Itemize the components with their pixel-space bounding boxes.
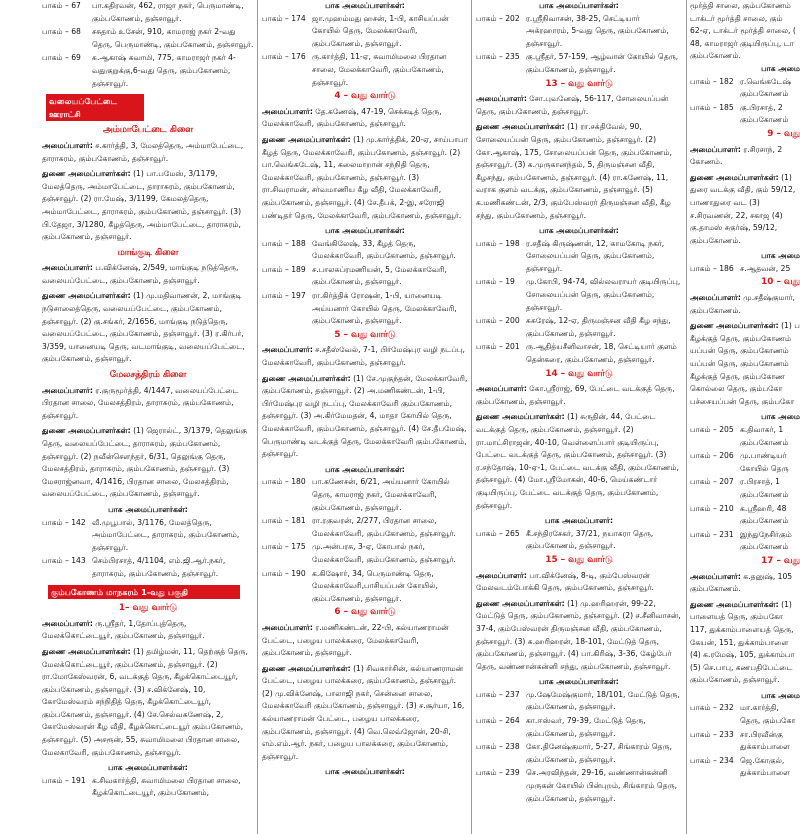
amaippalar-text: அமைப்பாளர்: க.தனுஷ், 105 கும்பகோணம்.: [690, 571, 793, 594]
entry-row: பாகம் – 210 க.ஸ்ரீஹரி, 48 கும்பகோணம்: [690, 503, 789, 526]
entry-row: பாகம் – 69 சு.ஆகாஷ் சுவாமி, 775, காமராஜர் நகர் 4-வதுகுறுக்கு,6-வது தெரு, கும்பகோணம், தஞ்சாவூர்.: [42, 53, 236, 88]
amaippalar-text: அமைப்பாளர்: கோ.ஸ்ரீராஜ், 69, பேட்டை வடக்குத் தெரு, கும்பகோணம், தஞ்சாவூர்.: [476, 384, 675, 406]
section-heading: அம்மாபேட்டை கிளை: [102, 125, 194, 136]
entry-row: பாகம் – 142 வீ.முபூபால், 3/1176, மேலத்தெரு, அம்மாபேட்டை, தாராசுரம், கும்பகோணம், தஞ்சாவூர்.: [42, 517, 240, 552]
entry-row: பாகம் – 232 மா.கார்த்தி, தெரு, கும்பகோ: [690, 703, 796, 726]
pagam-header: பாக அமைப்பாளர்கள்:: [108, 504, 188, 514]
thunai-text: துணை அமைப்பாளர்கள்: (1) பாளையத் தெரு, கும்பகோ 117, துக்காம்பாளையத் தெரு, கேயன், 151, துக்காம்பாளை (4) க.ரமேஷ், 105, துக்காம்பா (5) செ.பாபு, கணபதிபேட்டை கும்பகோணம், தஞ்சாவூர்.: [690, 599, 795, 685]
ward-heading: 10 – வது: [761, 277, 800, 288]
ward-heading: 5 – வது வார்டு: [334, 329, 396, 340]
section-bar: வலையப்பேட்டை ஊராட்சி: [46, 94, 144, 121]
entry-row: பாகம் – 190 க.கிஷோர், 34, பெருமாண்டி தெரு, மேலக்காவேரி,பாசியப்பன் கோயில், கும்பகோணம், தஞ்சாவூர்.: [262, 568, 438, 603]
entry-row: பாகம் – 198 ர.சதீஷ் கிருஷ்ணன், 12, காமகோடி நகர், சோலையப்பன் தெரு, கும்பகோணம், தஞ்சாவூர்.: [476, 238, 665, 273]
pagam-header: பாக அமை: [761, 63, 800, 73]
ward-heading: 6 – வது வார்டு: [334, 607, 396, 618]
pagam-header: பாக அமைப்பாளர்கள்:: [539, 1, 619, 10]
pagam-header: பாக அமை: [761, 690, 800, 700]
ward-heading: 14 – வது வார்டு: [545, 368, 613, 379]
thunai-text: துணை அமைப்பாளர்கள்: (1) ஜெரால்ட், 3/1379, தெலுங்கு தெரு, வலையப்பேட்டை, தாராசுரம், கும்பகோணம், தஞ்சாவூர். (2) நவீன்சௌந்தர், 6/31, தெலுங்கு தெரு, மேலசத்திரம், தாராசுரம், கும்பகோணம், தஞ்சாவூர். (3) மேசராஜ்னவா, 4/1416, பிரதான சாலை, மேலசத்திரம், வலையப்பேட்டை, கும்பகோணம், தஞ்சாவூர்.: [42, 426, 248, 499]
entry-row: பாகம் – 176 ரு.கார்த்தி, 11-ஏ, சுவாமிமலை பிரதான சாலை, மேலக்காவேரி, கும்பகோணம், தஞ்சாவூர்.: [262, 52, 447, 87]
entry-row: பாகம் – 264 கா.ஈஸ்வர், 79-39, மேட்டுத் தெரு, கும்பகோணம், தஞ்சாவூர்.: [476, 716, 646, 738]
entry-row: பாகம் – 185 கு.பிரசாத், 2 கும்பகோணம்: [690, 102, 789, 125]
ward-heading: 4 – வது வார்டு: [334, 91, 396, 102]
amaippalar-text: அமைப்பாளர்: ப.விக்னேஷ், 2/549, மாங்குடி நடுத்தெரு, வலையப்பேட்டை, கும்பகோணம், தஞ்சாவூர்.: [42, 263, 239, 285]
thunai-text: துணை அமைப்பாளர்கள்: (1) சே.முகுந்தன், மேலக்காவேரி, கும்பகோணம், தஞ்சாவூர். (2) அ.மணிகண்டன், 1-பி, பிர்மேஷ்புர வழி நடப்பு, மேலக்காவேரி கும்பகோணம், தஞ்சாவூர். (3) அ.கிர்மேமதன், 4, மாதா கோயில் தெரு, மேலக்காவேரி, கும்பகோணம், தஞ்சாவூர். (4) சே.தீபமேஷ், பெருமாண்டி வடக்குத் தெரு, மேலக்காவேரி கும்பகோணம், தஞ்சாவூர்.: [262, 373, 468, 459]
thunai-text: துணை அமைப்பாளர்கள்: (1) தமிழ்மன், 11, தெற்குத் தெரு, மேலக்கொட்டையூர், கும்பகோணம், தஞ்சாவூர். (2) ரா.மோகேஸ்வரன், 6, வடக்குத் தெரு, கீழக்கொட்டையூர், கும்பகோணம், தஞ்சாவூர். (3) ச.விக்னேஷ், 10, கோமேஸ்வரம் சந்நிதித் தெரு, கீழக்கொட்டையூர், கும்பகோணம், தஞ்சாவூர். (4) சே.செல்வகணேஷ், 2, கோமேஸ்வரன் கீழ வீதி, கீழக்கொட்டையூர் கும்பகோணம், தஞ்சாவூர். (5) அசரூன், 55, சுவாமிமலை பிரதான சாலை, மேலகாவேரி, கும்பகோணம், தஞ்சாவூர்.: [42, 646, 248, 757]
thunai-text: துணை அமைப்பாளர்கள்: (1) ரா.சக்திவேல், 90, சோலையப்பன் தெரு, கும்பகோணம், தஞ்சாவூர். (2) கோ.ஆகாஷ், 175, சோலையப்பன் தெரு, கும்பகோணம், தஞ்சாவூர். (3) க.முருகானந்தம், 5, திருமஞ்சன வீதி, கீழசந்து, கும்பகோணம், தஞ்சாவூர். (4) ரா.கணேஷ், 11, வராக குளம் வடக்கு, கும்பகோணம், தஞ்சாவூர். (5) க.மணிகண்டன், 2/3, கும்பேஸ்வரர் திருமஞ்சன வீதி, கீழ சந்து, கும்பகோணம், தஞ்சாவூர்.: [476, 122, 672, 220]
entry-row: பாகம் – 197 ரா.கிர்த்திக் ரோஷன், 1-பி, யானையடி அய்யனார் கோயில் தெரு, மேலக்காவேரி, கும்பகோணம், தஞ்சாவூர்.: [262, 291, 457, 326]
entry-row: பாகம் – 175 மு.அன்பரசு, 3-ஏ, கோபால் நகர், மேலக்காவேரி, கும்பகோணம், தஞ்சாவூர்.: [262, 542, 456, 564]
entry-row: பாகம் – 206 மு.பாண்டியர் கோயில் தெரு: [690, 451, 789, 473]
entry-row: பாகம் – 231 இந்துநேசிர்கும் கும்பகோணம்: [690, 529, 792, 552]
pagam-header: பாக அமைப்பாளர்கள்:: [108, 763, 188, 773]
section-heading: மேலசத்திரம் கிளை: [109, 370, 187, 381]
pagam-header: பாக அமை: [761, 251, 800, 261]
pagam-header: பாக அமைப்பாளர்கள்:: [325, 1, 405, 10]
column-4: மூர்த்தி சாலை, கும்பகோணம் டாக்டர் மூர்த்தி சாலை, கும் 62-ஏ, டாக்டர் மூர்த்தி சாலை, ( 48, காமராஜர் குடியிருப்பு, டா கும்பகோணம். பாக அமை பாகம் – 182 ர.வெங்கடேஷ் கும்பகோணம் பாகம் – 185 கு.பிரசாத், 2 கும்பகோணம் 9 – வது அமைப்பாளர்: ர.சிரசாந், 2 கோணம். துணை அமைப்பாளர்கள்: (1) துரை வடக்கு வீதி, கும் 59/12, பாணாதுரை வட (3) ச.சிரவணன், 22, சகாஜ (4) கு.தாமஸ் சகுர்ஷ், 59/12, கும்பகோணம். பாக அமை பாகம் – 186 ச.ஆதவன், 25 10 – வது அமைப்பாளர்: மு.சதீஷ்குமார், கும்பகோணம். துணை அமைப்பாளர்கள்: (1) ப கீழக்குத் தெரு, கும்பகோணம் யப்பன் தெரு, கும்பகோணம் யப்பன் தெரு, கும்பகோணம் கீழக்குத் தெரு, கும்பகோண கொல்லை தெரு, கும்பகோ பச்சையப்பன் தெரு, கும்பகோ பாக அமை பாகம் – 205 க.திவாகர், 1 கும்பகோணம் பாகம் – 206 மு.பாண்டியர் கோயில் தெரு பாகம் – 207 ர.பிரசாத், 1 கும்பகோணம் பாகம் – 210 க.ஸ்ரீஹரி, 48 கும்பகோணம் பாகம் – 231 இந்துநேசிர்கும் கும்பகோணம் 17 – வது அமைப்பாளர்: க.தனுஷ், 105 கும்பகோணம். துணை அமைப்பாளர்கள்: (1) பாளையத் தெரு, கும்பகோ 117, துக்காம்பாளையத் தெரு, கேயன், 151, துக்காம்பாளை (4) க.ரமேஷ், 105, துக்காம்பா (5) செ.பாபு, கணபதிபேட்டை கும்பகோணம், தஞ்சாவூர். பாக அமை பாகம் – 232 மா.கார்த்தி, தெரு, கும்பகோ பாகம் – 233 சா.பிரவீன்கு துக்காம்பாளை பாகம் – 234 ஜெ.கோகுல், துக்காம்பாளை: [690, 0, 800, 834]
entry-row: பாகம் – 200 சுசுரேஷ், 12-ஏ, திருமஞ்சன வீதி கீழ சந்து, கும்பகோணம், தஞ்சாவூர்.: [476, 316, 671, 338]
entry-row: பாகம் – 182 ர.வெங்கடேஷ் கும்பகோணம்: [690, 76, 791, 99]
entry-row: பாகம் – 237 மு.ஷேமேஷ்குமார், 18/101, மேட்டுத் தெரு, கும்பகோணம், தஞ்சாவூர்.: [476, 689, 680, 712]
amaippalar-text: அமைப்பாளர்: பா.விக்னேஷ், 8-டி, கும்பேஸ்வரன் மேலவடம்போக்கி தெரு, கும்பகோணம், தஞ்சாவூர்.: [476, 570, 654, 593]
thunai-text: துணை அமைப்பாளர்கள்: (1) மு.ஹரிஹரன், 99-22, மேட்டுத் தெரு, கும்பகோணம், தஞ்சாவூர். (2) ச.சீனிவாசன், 37-4, கும்பேஸ்வரன் திருமஞ்சன வீதி, கும்பகோணம், தஞ்சாவூர். (3) சு.ஹரிஹரன், 18-101, மேட்டுத் தெரு, கும்பகோணம், தஞ்சாவூர். (4) பா.கிரிஷ், 3-36, கேழ்பேர் தெரு, வண்ணான்கன்னி சந்து, கும்பகோணம், தஞ்சாவூர்.: [476, 598, 681, 671]
amaippalar-text: அமைப்பாளர்: ர.சிரசாந், 2 கோணம்.: [690, 144, 783, 167]
amaippalar-text: அமைப்பாளர்: ரு.ஸ்ரீதர், 1,தோப்புத்தெரு, மேலக்கொட்டையூர், கும்பகோணம், தஞ்சாவூர்.: [42, 618, 205, 641]
entry-row: பாகம் – 174 ஜா.முஹம்மது ஹசன், 1-பி, காசியப்பன் கோயில் தெரு, மேலக்காவேரி, கும்பகோணம், தஞ்சாவூர்.: [262, 13, 449, 48]
pagam-header: பாக அமைப்பாளர்கள்:: [325, 464, 405, 474]
entry-row: பாகம் – 68 சசுதாம் உசேன், 910, காமராஜ் நகர் 2-வது தெரு, பெருமாண்டி, கும்பகோணம், தஞ்சாவூர்.: [42, 27, 254, 49]
column-1: [42, 0, 254, 834]
entry-row: பாகம் – 238 கோ.தினேஷ்குமார், 5-27, சிங்காரம் தெரு, கும்பகோணம், தஞ்சாவூர்.: [476, 742, 672, 764]
section-bar: கும்பகோணம் மாநகரம் 1-வது பகுதி: [48, 585, 240, 600]
thunai-text: துணை அமைப்பாளர்கள்: (1) சுருதின், 44, பேட்டை வடக்குத் தெரு, கும்பகோணம், தஞ்சாவூர். (2) ரா.மாட்சிராஜன், 40-10, வெள்ளைப்பார் குடியிருப்பு, பேட்டை வடக்குத் தெரு, கும்பகோணம், தஞ்சாவூர். (3) ர.சந்தோஷ், 10-ஏ-1, பேட்டை வடக்கு வீதி, கும்பகோணம், தஞ்சாவூர். (4) மோ.ஸ்ரீமோகன், 40-6, மெய்கண்டார் குடியிருப்பு, பேட்டை வடக்குத் தெரு, கும்பகோணம், தஞ்சாவூர்.: [476, 412, 679, 510]
entry-row: பாகம் – 189 ச.பாலசுப்ரமணியன், 5, மேலக்காவேரி, கும்பகோணம், தஞ்சாவூர்.: [262, 264, 447, 287]
ward-heading: 15 – வது வார்டு: [545, 554, 613, 565]
entry-row: பாகம் – 186 ச.ஆதவன், 25: [690, 263, 791, 273]
entry-row: பாகம் – 143 செம்பிரசாத், 4/1104, எம்.ஜி.ஆர்.நகர், தாராசுரம், கும்பகோணம், தஞ்சாவூர்.: [42, 556, 226, 578]
amaippalar-text: அமைப்பாளர்: தே.கணேஷ், 47-19, செக்கடித் தெரு, மேலக்காவேரி, கும்பகோணம், தஞ்சாவூர்.: [262, 106, 442, 129]
thunai-text: துணை அமைப்பாளர்கள்: (1) மு.கார்த்திக், 20-ஏ, சாய்பாபா கீழத் தெரு, மேலக்காவேரி, கும்பகோணம், தஞ்சாவூர். (2) பா.வெங்கடேஷ், 11, கலைமாறான் சந்நிதி தெரு, மேலக்காவேரி, கும்பகோணம், தஞ்சாவூர். (3) ரா.சிவராமன், சர்வமாணிய கீழ வீதி, மேலக்காவேரி, கும்பகோணம், தஞ்சாவூர். (4) சே.தீபக், 2-இ, சரோஜி பண்டிதர் தெரு, மேலக்காவேரி, கும்பகோணம், தஞ்சாவூர்.: [262, 134, 468, 220]
column-divider: [686, 0, 687, 834]
entry-row: பாகம் – 205 க.திவாகர், 1 கும்பகோணம்: [690, 425, 789, 447]
entry-row: பாகம் – 233 சா.பிரவீன்கு துக்காம்பாளை: [690, 729, 791, 752]
ward-heading: 1– வது வார்டு: [118, 603, 178, 614]
thunai-text: துணை அமைப்பாளர்கள்: (1) பா.பமேஸ், 3/1179, மேலத்தெரு, அம்மாபேட்டை, தாராசுரம், கும்பகோணம், தஞ்சாவூர். (2) ரா.மேஷ், 3/1199, கேமலத்தெரு, அம்மாபேட்டை, தாராசுரம், கும்பகோணம், தஞ்சாவூர். (3) பி.தேஜா, 3/1280, கீழத்தெரு, அம்மாபேட்டை, தாராசுரம், கும்பகோணம், தஞ்சாவூர்.: [42, 169, 242, 242]
entry-row: பாகம் – 239 செ.அரவிந்தன், 29-16, வண்ணான்கன்னி முருகன் கோயில் பின்புறம், சிங்காரம் தெரு, கும்பகோணம், தஞ்சாவூர்.: [476, 768, 678, 803]
amaippalar-text: அமைப்பாளர்: ர.குருமூர்த்தி, 4/1447, வலையப்பேட்டை பிரதான சாலை, மேலசத்திரம், தாராசுரம், கும்பகோணம், தஞ்சாவூர்.: [42, 385, 239, 420]
thunai-text: துணை அமைப்பாளர்கள்: (1) துரை வடக்கு வீதி, கும் 59/12, பாணாதுரை வட (3) ச.சிரவணன், 22, சகாஜ (4) கு.தாமஸ் சகுர்ஷ், 59/12, கும்பகோணம்.: [690, 172, 796, 245]
section-heading: மாங்குடி கிளை: [117, 247, 179, 258]
thunai-text: துணை அமைப்பாளர்கள்: (1) ப கீழக்குத் தெரு, கும்பகோணம் யப்பன் தெரு, கும்பகோணம் யப்பன் தெரு, கும்பகோணம் கீழக்குத் தெரு, கும்பகோண கொல்லை தெரு, கும்பகோ பச்சையப்பன் தெரு, கும்பகோ: [690, 321, 800, 406]
entry-row: பாகம் – 265 கீ.சந்திரசேகர், 37/21, நயாகரா தெரு, கும்பகோணம், தஞ்சாவூர்.: [476, 528, 654, 551]
column-divider: [471, 0, 472, 834]
pagam-header: பாக அமைப்பாளர்:: [545, 516, 613, 526]
pagam-header: பாக அமை: [761, 412, 800, 422]
entry-row: பாகம் – 207 ர.பிரசாத், 1 கும்பகோணம்: [690, 477, 789, 499]
amaippalar-text: அமைப்பாளர்: சோ.புவனேஷ், 56-117, சோலையப்பன் தெரு, கும்பகோணம், தஞ்சாவூர்.: [476, 94, 669, 116]
amaippalar-text: அமைப்பாளர்: மு.சதீஷ்குமார், கும்பகோணம்.: [690, 293, 795, 315]
entry-row: பாகம் – 234 ஜெ.கோகுல், துக்காம்பாளை: [690, 755, 791, 778]
thunai-text: துணை அமைப்பாளர்கள்: (1) சிவகார்சின், கல்யாணராமன் பேட்டை, பழைய பாலக்கரை, கும்பகோணம், தஞ்சாவூர். (2) மு.விக்னேஷ், பாலாஜி நகர், சென்னை சாலை, மேலக்காவேரி கும்பகோணம், தஞ்சாவூர். (3) ச.சூர்யா, 16, கல்யாணராமன் பேட்டை, பழைய பாலக்கரை, கும்பகோணம், தஞ்சாவூர். (4) வெ.லெவ்ஜோன், 20-சி, எம்.எம்.ஆர். நகர், பழைய பாலக்கரை, கும்பகோணம், தஞ்சாவூர்.: [262, 663, 465, 761]
entry-row: பாகம் – 191 க.சிவகார்த்தி, சுவாமிமலை பிரதான சாலை, கீழக்கொட்டையூர், கும்பகோணம்,: [42, 775, 241, 798]
entry-row: பாகம் – 188 வேங்கிலேஷ், 33, கீழத் தெரு, மேலக்காவேரி, கும்பகோணம், தஞ்சாவூர்.: [262, 238, 456, 261]
entry-row: பாகம் – 202 ர.ஸ்ரீநிவாசன், 38-25, செட்டியார் அக்ரஹாரம், 5-வது தெரு, கும்பகோணம், தஞ்சாவூர்.: [476, 13, 669, 48]
pagam-header: பாக அமைப்பாளர்கள்:: [539, 677, 619, 687]
amaippalar-text: அமைப்பாளர்: ச.கார்த்தி, 3, மேலத்தெரு, அம்மாபேட்டை, தாராசுரம், கும்பகோணம், தஞ்சாவூர்.: [42, 140, 244, 163]
pagam-header: பாக அமைப்பாளர்கள்:: [539, 226, 619, 236]
ward-heading: 9 – வது: [767, 128, 800, 139]
entry-row: பாகம் – 67 பா.கதிரவன், 462, ராஜா நகர், பெருமாண்டி, கும்பகோணம், தஞ்சாவூர்.: [42, 1, 244, 23]
thunai-text: துணை அமைப்பாளர்கள்: (1) மு.மதிவாணன், 2, மாங்குடி நடுசாலைத்தெரு, வலையப்பேட்டை, கும்பகோணம், தஞ்சாவூர். (2) கு.சங்கர், 2/1656, மாங்குடி நடுத்தெரு, வலையப்பேட்டை, கும்பகோணம், தஞ்சாவூர். (3) ர.கிர்பர், 3/359, யானையடி தெரு, வடமாங்குடி, வலையப்பேட்டை, கும்பகோணம், தஞ்சாவூர்.: [42, 291, 245, 364]
ward-heading: 17 – வது: [761, 555, 800, 566]
entry-row: பாகம் – 181 ரா.ரகுவரன், 2/277, பிரதான சாலை, மேலக்காவேரி, கும்பகோணம், தஞ்சாவூர்.: [262, 516, 456, 538]
entry-row: பாகம் – 235 கு.ஸ்ரீதர், 57-159, ஆழ்வான் கோயில் தெரு, கும்பகோணம், தஞ்சாவூர்.: [476, 52, 679, 74]
column-3: [476, 0, 682, 834]
pagam-header: பாக அமைப்பாளர்கள்:: [325, 767, 405, 777]
entry-row: பாகம் – 180 பா.கணேசன், 6/21, அய்யனார் கோயில் தெரு, காமராஜ் நகர், மேலக்காவேரி, கும்பகோணம், தஞ்சாவூர்.: [262, 477, 450, 512]
entry-row: பாகம் – 201 ரு.ஆதித்யசீனிவாசன், 18, செட்டியார் குளம் தென்கரை, கும்பகோணம், தஞ்சாவூர்.: [476, 342, 677, 365]
entry-row: பாகம் – 19 மு.கோபி, 94-74, வில்லவராயர் குடியிருப்பு, சோலையப்பன் தெரு, கும்பகோணம், தஞ்சாவூர்.: [476, 277, 681, 312]
pagam-header: பாக அமைப்பாளர்கள்:: [325, 226, 405, 236]
column-divider: [257, 0, 258, 834]
amaippalar-text: அமைப்பாளர்: ர.மணிகண்டன், 22-பி, கல்யாணராமன் பேட்டை, பழைய பாலக்கரை, மேலக்காவேரி, கும்பகோணம், தஞ்சாவூர்.: [262, 622, 449, 658]
column-2: [262, 0, 468, 834]
amaippalar-text: அமைப்பாளர்: ச.சதீஸ்வேல், 7-1, பிர்மேஷ்புர வழி நடப்பு, மேலக்காவேரி, கும்பகோணம், தஞ்சாவூர்.: [262, 345, 465, 368]
ward-heading: 13 – வது வார்டு: [545, 78, 613, 89]
